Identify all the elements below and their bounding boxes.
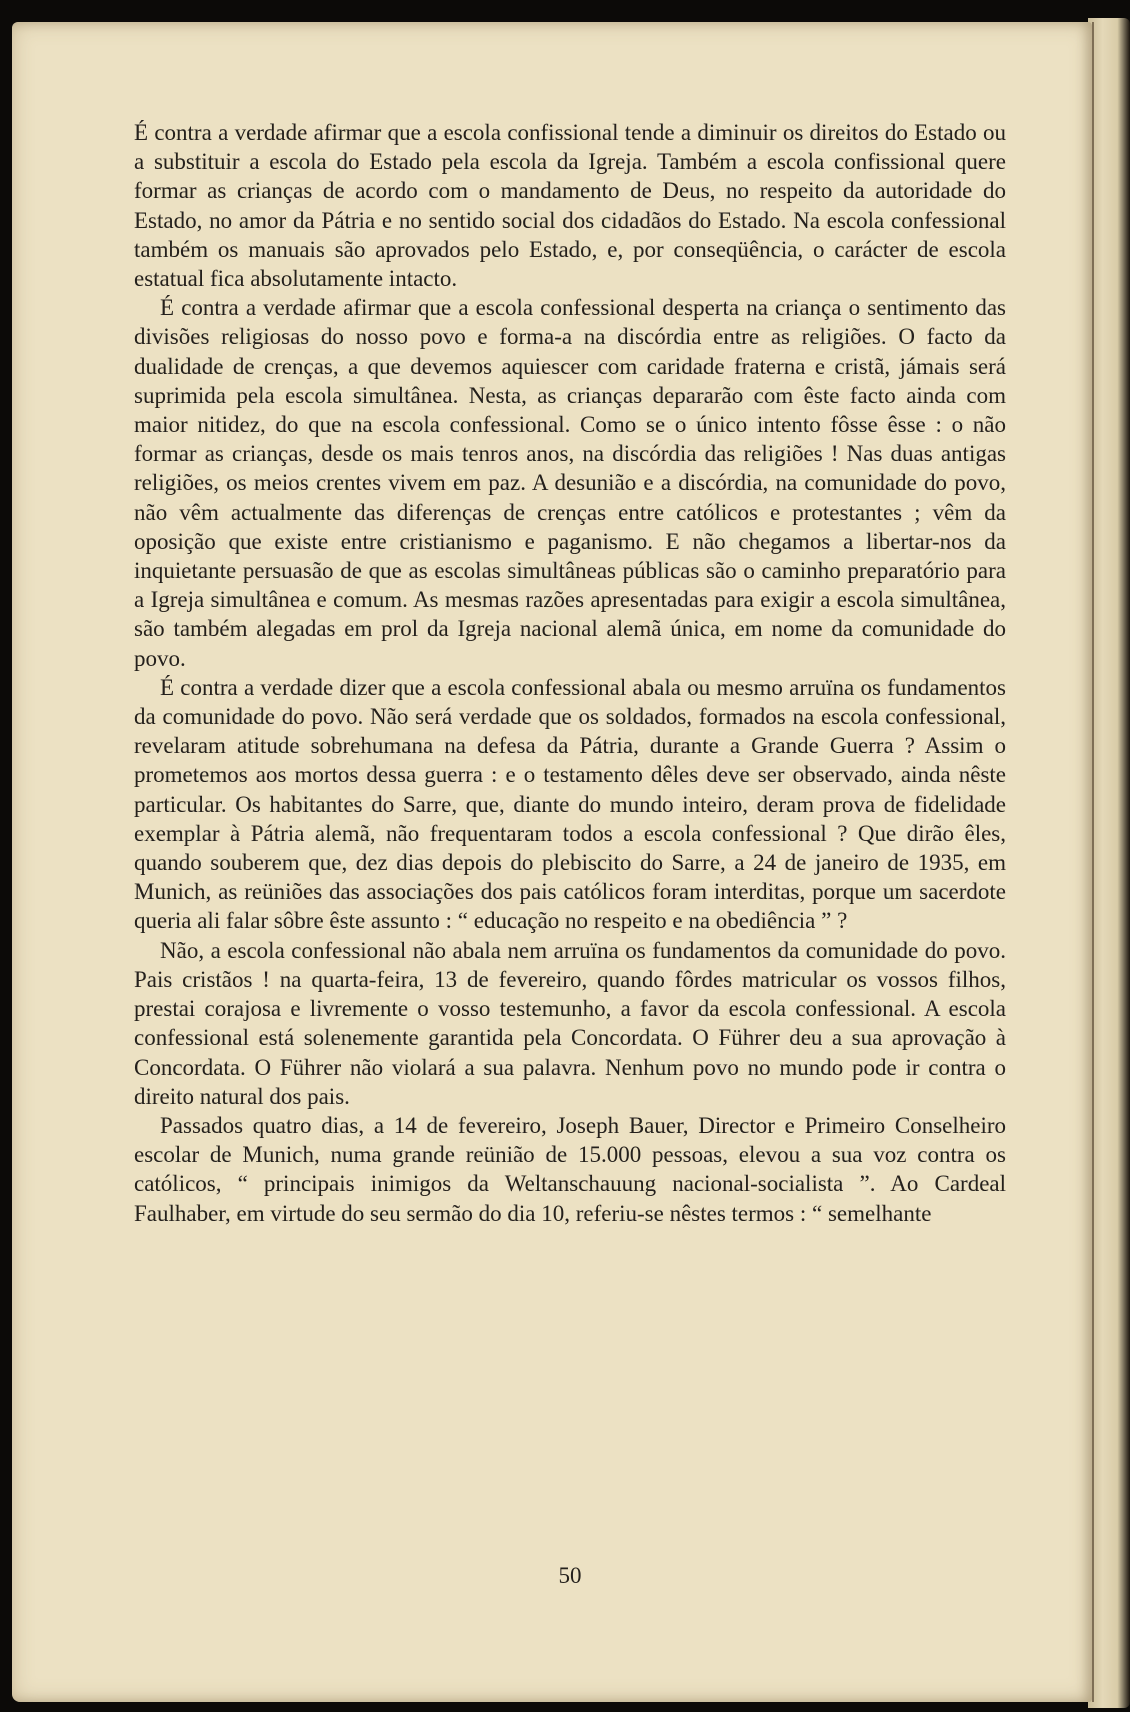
- paragraph-religious-divisions: É contra a verdade afirmar que a escola confessional desperta na criança o sentimento das divisões religiosas do nosso povo e forma-a na discórdia entre as religiões. O facto da dualidade de crenças, a que devemos aquiescer com caridade fraterna e cristã, jámais será suprimida pela escola simultânea. Nesta, as crianças depararão com êste facto ainda com maior nitidez, do que na escola confessional. Como se o único intento fôsse êsse : o não formar as crianças, desde os mais tenros anos, na discórdia das religiões ! Nas duas antigas religiões, os meios crentes vivem em paz. A desunião e a discórdia, na comunidade do povo, não vêm actualmente das diferenças de crenças entre católicos e protestantes ; vêm da oposição que existe entre cristianismo e paganismo. E não chegamos a libertar-nos da inquietante persuasão de que as escolas simultâneas públicas são o caminho preparatório para a Igreja simultânea e comum. As mesmas razões apresentadas para exigir a escola simultânea, são também alegadas em prol da Igreja nacional alemã única, em nome da comunidade do povo.: [134, 295, 1006, 671]
- paragraph-confessional-school-state: É contra a verdade afirmar que a escola confissional tende a diminuir os direitos do Estado ou a substituir a escola do Estado pela escola da Igreja. Também a escola confissional quere formar as crianças de acordo com o mandamento de Deus, no respeito da autoridade do Estado, no amor da Pátria e no sentido social dos cidadãos do Estado. Na escola confessional também os manuais são aprovados pelo Estado, e, por conseqüência, o carácter de escola estatual fica absolutamente intacto.: [134, 120, 1006, 292]
- body-text: [134, 118, 1006, 1228]
- page-fold-line: [1092, 22, 1094, 1702]
- paragraph-community-foundations: É contra a verdade dizer que a escola confessional abala ou mesmo arruïna os fundamentos da comunidade do povo. Não será verdade que os soldados, formados na escola confessional, revelaram atitude sobrehumana na defesa da Pátria, durante a Grande Guerra ? Assim o prometemos aos mortos dessa guerra : e o testamento dêles deve ser observado, ainda nêste particular. Os habitantes do Sarre, que, diante do mundo inteiro, deram prova de fidelidade exemplar à Pátria alemã, não frequentaram todos a escola confessional ? Que dirão êles, quando souberem que, dez dias depois do plebiscito do Sarre, a 24 de janeiro de 1935, em Munich, as reüniões das associações dos pais católicos foram interditas, porque um sacerdote queria ali falar sôbre êste assunto : “ educação no respeito e na obediência ” ?: [134, 674, 1006, 934]
- page-fold-edge: [1088, 18, 1130, 1708]
- page-number: 50: [558, 1563, 582, 1588]
- paragraph-christian-parents: Não, a escola confessional não abala nem arruïna os fundamentos da comunidade do povo. Pais cristãos ! na quarta-feira, 13 de fevereiro, quando fôrdes matricular os vossos filhos, prestai corajosa e livremente o vosso testemunho, a favor da escola confessional. A escola confessional está solenemente garantida pela Concordata. O Führer deu a sua aprovação à Concordata. O Führer não violará a sua palavra. Nenhum povo no mundo pode ir contra o direito natural dos pais.: [134, 937, 1006, 1109]
- paragraph-joseph-bauer: Passados quatro dias, a 14 de fevereiro, Joseph Bauer, Director e Primeiro Conselheiro escolar de Munich, numa grande reünião de 15.000 pessoas, elevou a sua voz contra os católicos, “ principais inimigos da Weltanschauung nacional-socialista ”. Ao Cardeal Faulhaber, em virtude do seu sermão do dia 10, referiu-se nêstes termos : “ semelhante: [134, 1112, 1006, 1226]
